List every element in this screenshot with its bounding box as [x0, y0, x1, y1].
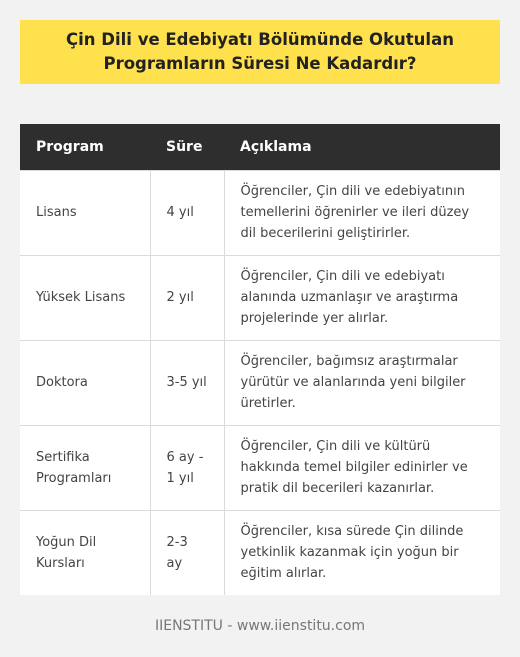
description-cell: Öğrenciler, Çin dili ve kültürü hakkında temel bilgiler edinirler ve pratik dil becerileri kazanırlar.	[224, 425, 500, 510]
duration-cell: 4 yıl	[150, 170, 224, 255]
duration-cell: 2-3 ay	[150, 510, 224, 595]
description-cell: Öğrenciler, Çin dili ve edebiyatının temellerini öğrenirler ve ileri düzey dil becerilerini geliştirirler.	[224, 170, 500, 255]
program-cell: Yüksek Lisans	[20, 255, 150, 340]
page-title: Çin Dili ve Edebiyatı Bölümünde Okutulan Programların Süresi Ne Kadardır?	[66, 30, 454, 73]
table-header-row	[20, 124, 500, 170]
column-header-program: Program	[36, 138, 104, 155]
program-cell: Sertifika Programları	[20, 425, 150, 510]
program-cell: Yoğun Dil Kursları	[20, 510, 150, 595]
table-row	[20, 340, 500, 425]
programs-table	[20, 124, 500, 595]
duration-cell: 6 ay - 1 yıl	[150, 425, 224, 510]
program-cell: Doktora	[20, 340, 150, 425]
page-title-banner	[20, 20, 500, 84]
description-cell: Öğrenciler, bağımsız araştırmalar yürütür ve alanlarında yeni bilgiler üretirler.	[224, 340, 500, 425]
duration-cell: 3-5 yıl	[150, 340, 224, 425]
description-cell: Öğrenciler, kısa sürede Çin dilinde yetkinlik kazanmak için yoğun bir eğitim alırlar.	[224, 510, 500, 595]
duration-cell: 2 yıl	[150, 255, 224, 340]
table-row	[20, 170, 500, 255]
description-cell: Öğrenciler, Çin dili ve edebiyatı alanında uzmanlaşır ve araştırma projelerinde yer alırlar.	[224, 255, 500, 340]
table-row	[20, 255, 500, 340]
table-row	[20, 510, 500, 595]
column-header-description: Açıklama	[240, 138, 312, 155]
program-cell: Lisans	[20, 170, 150, 255]
column-header-duration: Süre	[166, 138, 203, 155]
footer-credit: IIENSTITU - www.iienstitu.com	[154, 618, 366, 634]
table-row	[20, 425, 500, 510]
